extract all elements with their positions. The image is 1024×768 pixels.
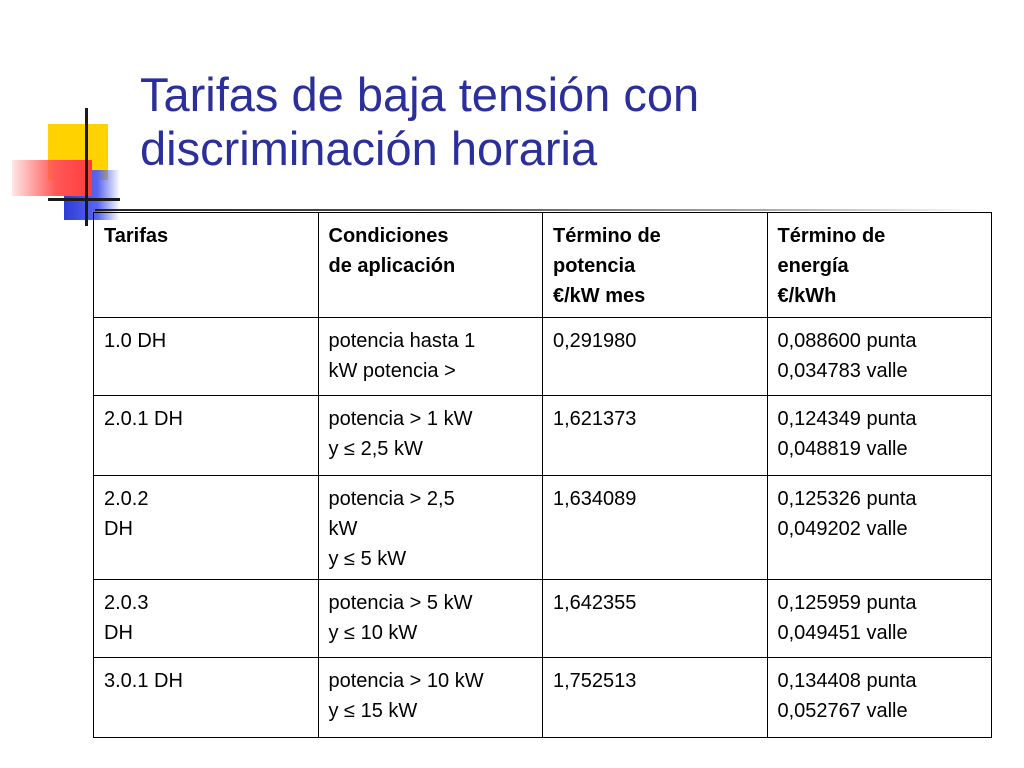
- header-text: de aplicación: [328, 255, 456, 277]
- table-header-row: [94, 213, 992, 318]
- title-underline: [95, 209, 990, 211]
- cell-text: 3.0.1 DH: [104, 670, 183, 692]
- cell-text: 0,291980: [553, 330, 637, 352]
- header-condiciones: [318, 213, 543, 318]
- cell-termino-energia: [767, 580, 992, 658]
- cell-tarifa: [94, 658, 319, 738]
- cell-text: 1,752513: [553, 670, 637, 692]
- cell-text: 2.0.1 DH: [104, 408, 183, 430]
- cell-condiciones: [318, 396, 543, 476]
- slide-title: [140, 68, 960, 176]
- cell-termino-potencia: [543, 658, 768, 738]
- cell-text: kW: [328, 518, 358, 540]
- cell-text: 0,052767 valle: [777, 700, 908, 722]
- header-termino-energia: [767, 213, 992, 318]
- cell-text: 0,048819 valle: [777, 438, 908, 460]
- cell-text: DH: [104, 622, 133, 644]
- cell-text: potencia hasta 1: [328, 330, 476, 352]
- cell-text: potencia > 2,5: [328, 488, 455, 510]
- cell-text: 0,125326 punta: [777, 488, 917, 510]
- cell-text: potencia > 10 kW: [328, 670, 484, 692]
- header-termino-potencia: [543, 213, 768, 318]
- cell-text: y ≤ 15 kW: [328, 700, 418, 722]
- header-text: Condiciones: [328, 225, 449, 247]
- decor-red-bar: [12, 160, 92, 196]
- header-text: potencia: [553, 255, 636, 277]
- cell-text: kW potencia >: [328, 360, 456, 382]
- cell-condiciones: [318, 476, 543, 580]
- cell-condiciones: [318, 580, 543, 658]
- cell-text: 0,125959 punta: [777, 592, 917, 614]
- cell-text: potencia > 5 kW: [328, 592, 473, 614]
- cell-text: 0,034783 valle: [777, 360, 908, 382]
- cell-text: 1,634089: [553, 488, 637, 510]
- cell-text: 1,621373: [553, 408, 637, 430]
- cell-text: y ≤ 10 kW: [328, 622, 418, 644]
- header-tarifas: [94, 213, 319, 318]
- cell-termino-energia: [767, 396, 992, 476]
- cell-text: 0,088600 punta: [777, 330, 917, 352]
- cell-text: 2.0.3: [104, 592, 149, 614]
- header-text: Término de: [553, 225, 661, 247]
- cell-text: y ≤ 5 kW: [328, 548, 407, 570]
- cell-text: 1,642355: [553, 592, 637, 614]
- cell-termino-energia: [767, 658, 992, 738]
- cell-tarifa: [94, 318, 319, 396]
- slide-title-line-1: Tarifas de baja tensión con: [140, 68, 700, 121]
- cell-termino-energia: [767, 476, 992, 580]
- table-row: [94, 580, 992, 658]
- cell-text: DH: [104, 518, 133, 540]
- header-text: Tarifas: [104, 225, 169, 247]
- cell-text: y ≤ 2,5 kW: [328, 438, 423, 460]
- cell-termino-potencia: [543, 318, 768, 396]
- cell-tarifa: [94, 476, 319, 580]
- cell-condiciones: [318, 318, 543, 396]
- cell-text: potencia > 1 kW: [328, 408, 473, 430]
- cell-tarifa: [94, 580, 319, 658]
- cell-text: 0,124349 punta: [777, 408, 917, 430]
- cell-text: 0,049451 valle: [777, 622, 908, 644]
- tariffs-table: [93, 212, 992, 738]
- table-row: [94, 318, 992, 396]
- cell-text: 0,134408 punta: [777, 670, 917, 692]
- cell-text: 1.0 DH: [104, 330, 167, 352]
- cell-text: 2.0.2: [104, 488, 149, 510]
- cell-termino-potencia: [543, 476, 768, 580]
- cell-text: 0,049202 valle: [777, 518, 908, 540]
- cell-tarifa: [94, 396, 319, 476]
- cell-termino-energia: [767, 318, 992, 396]
- header-text: €/kWh: [777, 285, 837, 307]
- slide-title-line-2: discriminación horaria: [140, 122, 598, 175]
- table-row: [94, 476, 992, 580]
- cell-termino-potencia: [543, 580, 768, 658]
- header-text: Término de: [777, 225, 886, 247]
- decor-vertical-line: [85, 108, 88, 226]
- cell-condiciones: [318, 658, 543, 738]
- decor-short-horizontal-line: [48, 198, 120, 201]
- cell-termino-potencia: [543, 396, 768, 476]
- table-row: [94, 396, 992, 476]
- header-text: €/kW mes: [553, 285, 646, 307]
- table-row: [94, 658, 992, 738]
- header-text: energía: [777, 255, 849, 277]
